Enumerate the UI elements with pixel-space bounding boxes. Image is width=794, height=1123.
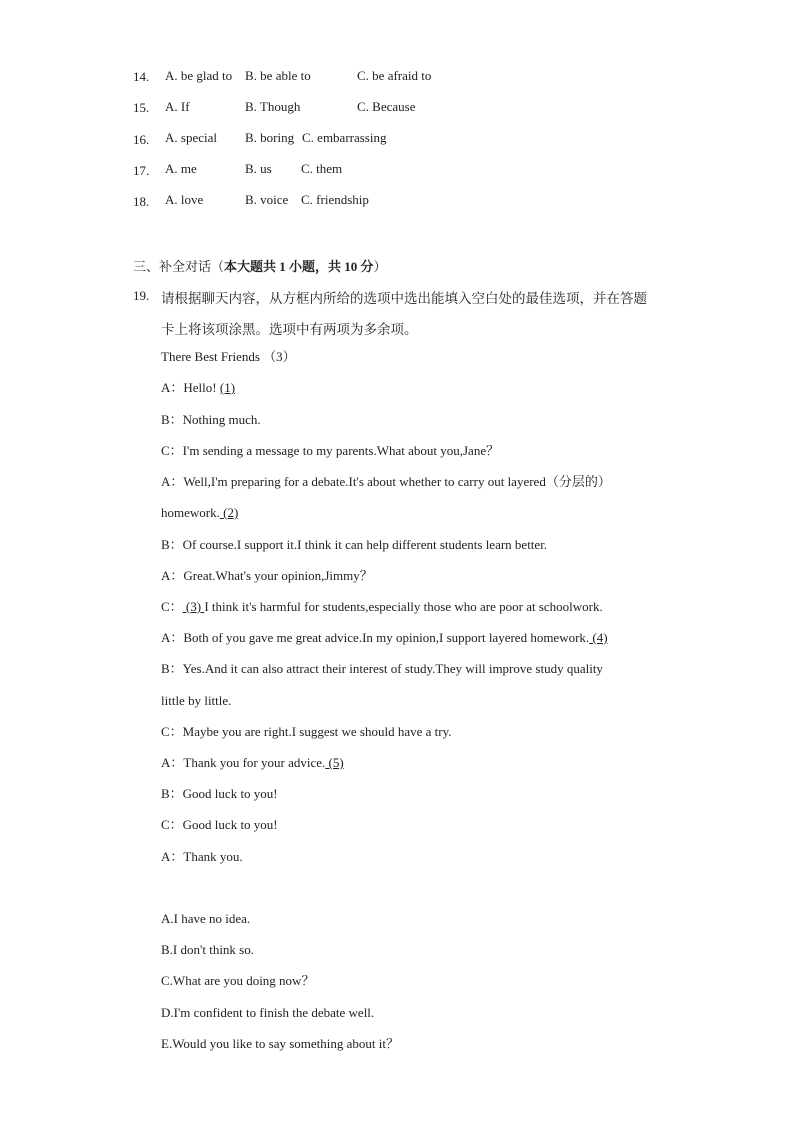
blank-5: (5)	[325, 755, 344, 770]
option-c: C. be afraid to	[357, 68, 432, 83]
dialogue-line: C：I'm sending a message to my parents.What about you,Jane？	[161, 443, 500, 458]
choice-a: A.I have no idea.	[161, 911, 251, 926]
dialogue-line: A：Hello! (1)	[161, 380, 236, 395]
option-a: A. special	[165, 130, 217, 145]
dialogue-line: A：Well,I'm preparing for a debate.It's about whether to carry out layered（分层的）	[161, 474, 611, 489]
option-a: A. be glad to	[165, 68, 233, 83]
question-number: 16.	[133, 132, 150, 147]
question-number: 17.	[133, 163, 150, 178]
dialogue-line: C： (3) I think it's harmful for students,especially those who are poor at schoolwork.	[161, 599, 603, 614]
option-a: A. If	[165, 99, 190, 114]
option-b: B. Though	[245, 99, 301, 114]
option-a: A. love	[165, 192, 204, 207]
section-heading	[133, 256, 387, 275]
dialogue-line: A：Great.What's your opinion,Jimmy？	[161, 568, 373, 583]
choice-c: C.What are you doing now？	[161, 973, 315, 988]
choice-b: B.I don't think so.	[161, 942, 254, 957]
choice-d: D.I'm confident to finish the debate well.	[161, 1005, 375, 1020]
instruction-line-1: 请根据聊天内容，从方框内所给的选项中选出能填入空白处的最佳选项，并在答题	[161, 291, 647, 306]
option-b: B. be able to	[245, 68, 311, 83]
dialogue-line: homework. (2)	[161, 505, 239, 520]
dialogue-line: A：Both of you gave me great advice.In my opinion,I support layered homework. (4)	[161, 630, 608, 645]
option-a: A. me	[165, 161, 197, 176]
question-number: 14.	[133, 69, 150, 84]
option-b: B. voice	[245, 192, 289, 207]
choice-e: E.Would you like to say something about it？	[161, 1036, 399, 1051]
blank-4: (4)	[589, 630, 608, 645]
question-number: 18.	[133, 194, 150, 209]
instruction-line-2: 卡上将该项涂黑。选项中有两项为多余项。	[161, 322, 418, 337]
blank-2: (2)	[219, 505, 239, 520]
dialogue-line: little by little.	[161, 693, 232, 708]
dialogue-line: C：Maybe you are right.I suggest we should have a try.	[161, 724, 452, 739]
dialogue-line: A：Thank you.	[161, 849, 243, 864]
blank-3: (3)	[182, 599, 205, 614]
dialogue-line: B：Yes.And it can also attract their interest of study.They will improve study quality	[161, 661, 603, 676]
dialogue-line: A：Thank you for your advice. (5)	[161, 755, 344, 770]
question-number: 15.	[133, 100, 150, 115]
section-prefix: 三、补全对话（	[133, 259, 225, 274]
dialogue-title: There Best Friends （3）	[161, 349, 296, 364]
dialogue-line: B：Good luck to you!	[161, 786, 278, 801]
option-c: C. embarrassing	[302, 130, 387, 145]
dialogue-line: B：Of course.I support it.I think it can help different students learn better.	[161, 537, 548, 552]
dialogue-line: C：Good luck to you!	[161, 817, 278, 832]
dialogue-line: B：Nothing much.	[161, 412, 261, 427]
option-c: C. friendship	[301, 192, 369, 207]
option-c: C. Because	[357, 99, 416, 114]
option-c: C. them	[301, 161, 343, 176]
section-score: 本大题共 1 小题，共 10 分	[224, 259, 374, 274]
question-number: 19.	[133, 288, 150, 303]
option-b: B. us	[245, 161, 272, 176]
option-b: B. boring	[245, 130, 295, 145]
section-suffix: ）	[373, 259, 387, 274]
blank-1: (1)	[219, 380, 236, 395]
